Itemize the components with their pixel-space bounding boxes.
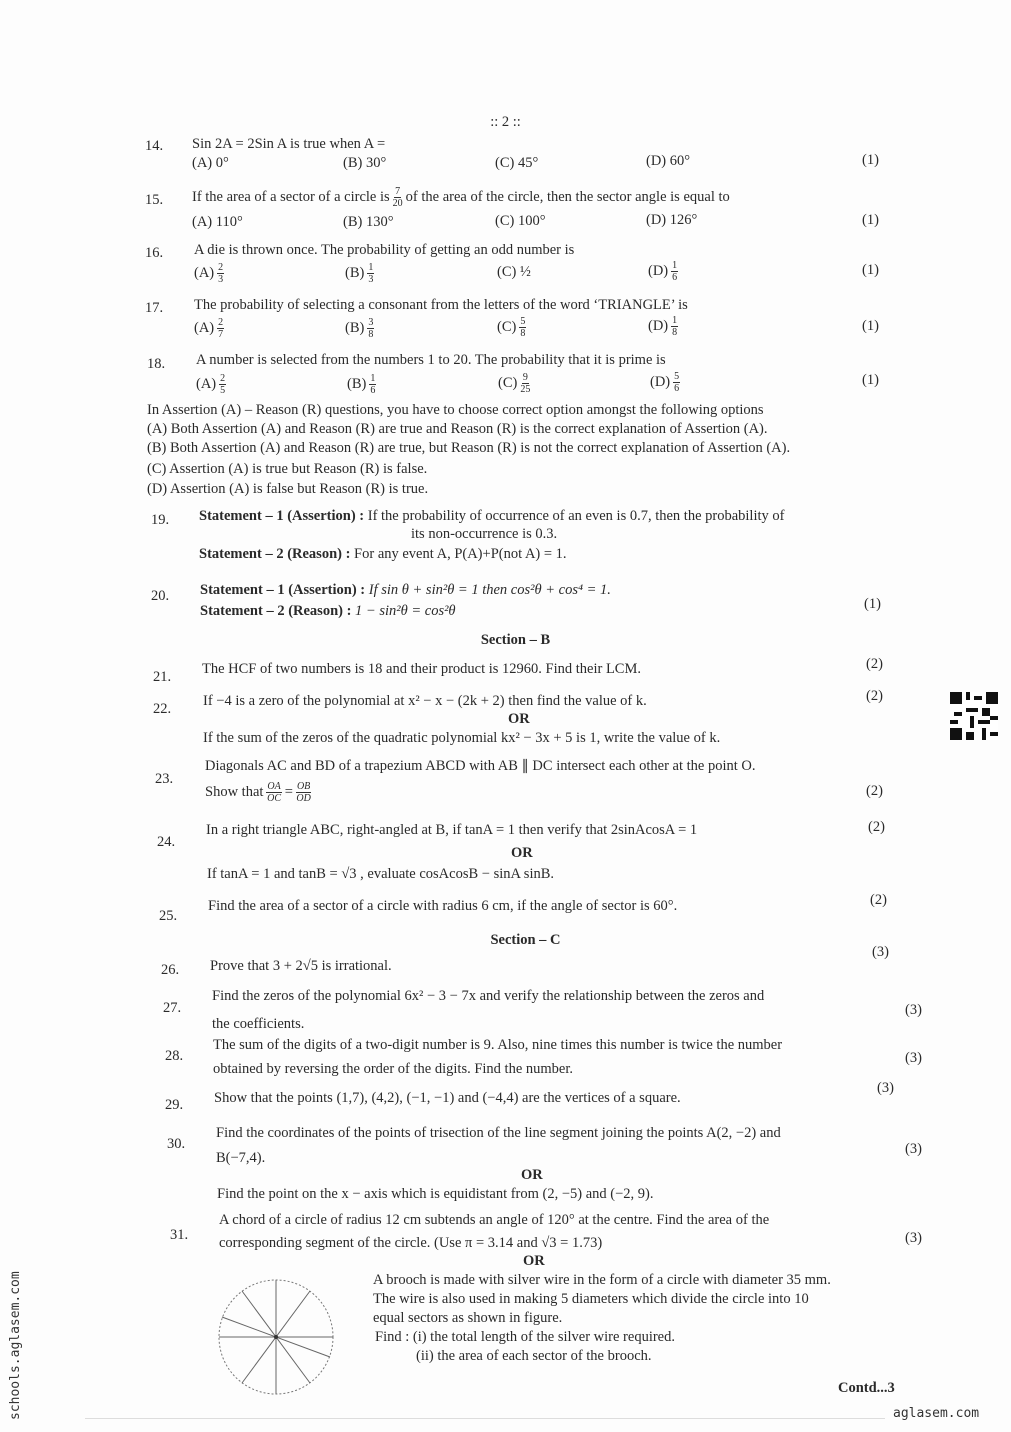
q27-text-cont: the coefficients. — [212, 1016, 305, 1032]
q16-marks: (1) — [862, 262, 879, 278]
q22-or: OR — [508, 711, 530, 727]
q31-text: A chord of a circle of radius 12 cm subtends an angle of 120° at the centre. Find the area of the — [219, 1212, 770, 1228]
q30-alt-text: Find the point on the x − axis which is equidistant from (2, −5) and (−2, 9). — [217, 1186, 654, 1202]
q14-option-c: (C) 45° — [495, 155, 539, 171]
ar-option-d: (D) Assertion (A) is false but Reason (R) is true. — [147, 481, 429, 497]
q21-number: 21. — [153, 669, 172, 685]
q15-option-a: (A) 110° — [192, 214, 243, 230]
q14-number: 14. — [145, 138, 164, 154]
section-b-heading: Section – B — [480, 632, 551, 648]
q23-show: Show that $\frac{OA}{OC}$ = $\frac{OB}{OD}$ — [205, 781, 311, 804]
section-c-heading: Section – C — [490, 932, 561, 948]
q19-assertion: Statement – 1 (Assertion) : If the probability of occurrence of an even is 0.7, then the probability of — [199, 508, 785, 524]
q26-text: Prove that 3 + 2√5 is irrational. — [210, 958, 392, 974]
q17-number: 17. — [145, 300, 164, 316]
q30-number: 30. — [167, 1136, 186, 1152]
q15-option-d: (D) 126° — [646, 212, 698, 228]
q20-marks: (1) — [864, 596, 881, 612]
q21-marks: (2) — [866, 656, 883, 672]
brooch-line-4: Find : (i) the total length of the silver wire required. — [375, 1329, 675, 1345]
q25-number: 25. — [159, 908, 178, 924]
q14-marks: (1) — [862, 152, 879, 168]
q18-option-a: (A) $\frac{2}{5}$ — [196, 373, 226, 396]
q17-marks: (1) — [862, 318, 879, 334]
qr-code[interactable] — [950, 692, 998, 740]
q18-text: A number is selected from the numbers 1 to 20. The probability that it is prime is — [196, 352, 666, 368]
q28-text-cont: obtained by reversing the order of the digits. Find the number. — [213, 1061, 574, 1077]
q24-or: OR — [511, 845, 533, 861]
q15-text: If the area of a sector of a circle is $\frac{7}{20}$ of the area of the circle, then the sector angle is equal to — [192, 186, 730, 209]
page-number: :: 2 :: — [490, 114, 521, 130]
footer-divider — [85, 1418, 885, 1419]
q26-number: 26. — [161, 962, 180, 978]
q30-or: OR — [521, 1167, 543, 1183]
q17-option-a: (A) $\frac{2}{7}$ — [194, 317, 224, 340]
q25-text: Find the area of a sector of a circle with radius 6 cm, if the angle of sector is 60°. — [208, 898, 678, 914]
q30-marks: (3) — [905, 1141, 922, 1157]
q28-marks: (3) — [905, 1050, 922, 1066]
q17-option-c: (C) $\frac{5}{8}$ — [497, 316, 526, 339]
brooch-line-1: A brooch is made with silver wire in the form of a circle with diameter 35 mm. — [373, 1272, 831, 1288]
q17-option-d: (D) $\frac{1}{8}$ — [648, 315, 678, 338]
q23-marks: (2) — [866, 783, 883, 799]
q24-alt-text: If tanA = 1 and tanB = √3 , evaluate cosAcosB − sinA sinB. — [207, 866, 555, 882]
q15-option-b: (B) 130° — [343, 214, 394, 230]
q17-text: The probability of selecting a consonant from the letters of the word ‘TRIANGLE’ is — [194, 297, 688, 313]
q23-text: Diagonals AC and BD of a trapezium ABCD with AB ∥ DC intersect each other at the point O. — [205, 758, 756, 774]
q27-number: 27. — [163, 1000, 182, 1016]
q15-marks: (1) — [862, 212, 879, 228]
footer-watermark: aglasem.com — [893, 1406, 980, 1421]
q30-text: Find the coordinates of the points of trisection of the line segment joining the points A(2, −2) and — [216, 1125, 781, 1141]
q22-number: 22. — [153, 701, 172, 717]
q21-text: The HCF of two numbers is 18 and their product is 12960. Find their LCM. — [202, 661, 641, 677]
q24-marks: (2) — [868, 819, 885, 835]
brooch-circle-figure — [212, 1277, 342, 1399]
q16-option-c: (C) ½ — [497, 264, 531, 280]
ar-option-c: (C) Assertion (A) is true but Reason (R) is false. — [147, 461, 428, 477]
q18-option-b: (B) $\frac{1}{6}$ — [347, 373, 376, 396]
q14-option-b: (B) 30° — [343, 155, 387, 171]
q18-marks: (1) — [862, 372, 879, 388]
q27-text: Find the zeros of the polynomial 6x² − 3 − 7x and verify the relationship between the zeros and — [212, 988, 765, 1004]
q22-marks: (2) — [866, 688, 883, 704]
q14-option-d: (D) 60° — [646, 153, 691, 169]
q22-text: If −4 is a zero of the polynomial at x² − x − (2k + 2) then find the value of k. — [203, 693, 647, 709]
q14-text: Sin 2A = 2Sin A is true when A = — [192, 136, 386, 152]
ar-option-b: (B) Both Assertion (A) and Reason (R) are true, but Reason (R) is not the correct explanation of Assertion (A). — [147, 440, 791, 456]
q28-text: The sum of the digits of a two-digit number is 9. Also, nine times this number is twice the number — [213, 1037, 783, 1053]
q16-option-d: (D) $\frac{1}{6}$ — [648, 260, 678, 283]
q27-marks: (3) — [905, 1002, 922, 1018]
q31-text-cont: corresponding segment of the circle. (Use π = 3.14 and √3 = 1.73) — [219, 1235, 603, 1251]
q18-number: 18. — [147, 356, 166, 372]
q18-option-c: (C) $\frac{9}{25}$ — [498, 372, 531, 395]
q29-text: Show that the points (1,7), (4,2), (−1, −1) and (−4,4) are the vertices of a square. — [214, 1090, 681, 1106]
q19-reason: Statement – 2 (Reason) : For any event A, P(A)+P(not A) = 1. — [199, 546, 567, 562]
q22-alt-text: If the sum of the zeros of the quadratic polynomial kx² − 3x + 5 is 1, write the value of k. — [203, 730, 721, 746]
q16-number: 16. — [145, 245, 164, 261]
q18-option-d: (D) $\frac{5}{6}$ — [650, 371, 680, 394]
q30-text-cont: B(−7,4). — [216, 1150, 266, 1166]
q28-number: 28. — [165, 1048, 184, 1064]
q20-number: 20. — [151, 588, 170, 604]
brooch-line-2: The wire is also used in making 5 diameters which divide the circle into 10 — [373, 1291, 809, 1307]
q20-assertion: Statement – 1 (Assertion) : If sin θ + sin²θ = 1 then cos²θ + cos⁴ = 1. — [200, 582, 611, 598]
q24-number: 24. — [157, 834, 176, 850]
q25-marks: (2) — [870, 892, 887, 908]
q19-number: 19. — [151, 512, 170, 528]
q29-number: 29. — [165, 1097, 184, 1113]
q17-option-b: (B) $\frac{3}{8}$ — [345, 317, 374, 340]
q16-option-b: (B) $\frac{1}{3}$ — [345, 262, 374, 285]
q15-option-c: (C) 100° — [495, 213, 546, 229]
q14-option-a: (A) 0° — [192, 155, 229, 171]
ar-instruction: In Assertion (A) – Reason (R) questions, you have to choose correct option amongst the following options — [147, 402, 764, 418]
q31-number: 31. — [170, 1227, 189, 1243]
q31-or: OR — [523, 1253, 545, 1269]
q23-number: 23. — [155, 771, 174, 787]
q15-number: 15. — [145, 192, 164, 208]
brooch-line-5: (ii) the area of each sector of the brooch. — [416, 1348, 652, 1364]
q31-marks: (3) — [905, 1230, 922, 1246]
q24-text: In a right triangle ABC, right-angled at B, if tanA = 1 then verify that 2sinAcosA = 1 — [206, 822, 698, 838]
q26-marks: (3) — [872, 944, 889, 960]
side-watermark: schools.aglasem.com — [8, 1271, 23, 1420]
q16-text: A die is thrown once. The probability of getting an odd number is — [194, 242, 575, 258]
q29-marks: (3) — [877, 1080, 894, 1096]
continued-note: Contd...3 — [838, 1380, 895, 1396]
q16-option-a: (A) $\frac{2}{3}$ — [194, 262, 224, 285]
brooch-line-3: equal sectors as shown in figure. — [373, 1310, 563, 1326]
ar-option-a: (A) Both Assertion (A) and Reason (R) are true and Reason (R) is the correct explanation of Assertion (A). — [147, 421, 768, 437]
q19-assertion-cont: its non-occurrence is 0.3. — [411, 526, 558, 542]
q20-reason: Statement – 2 (Reason) : 1 − sin²θ = cos²θ — [200, 603, 456, 619]
